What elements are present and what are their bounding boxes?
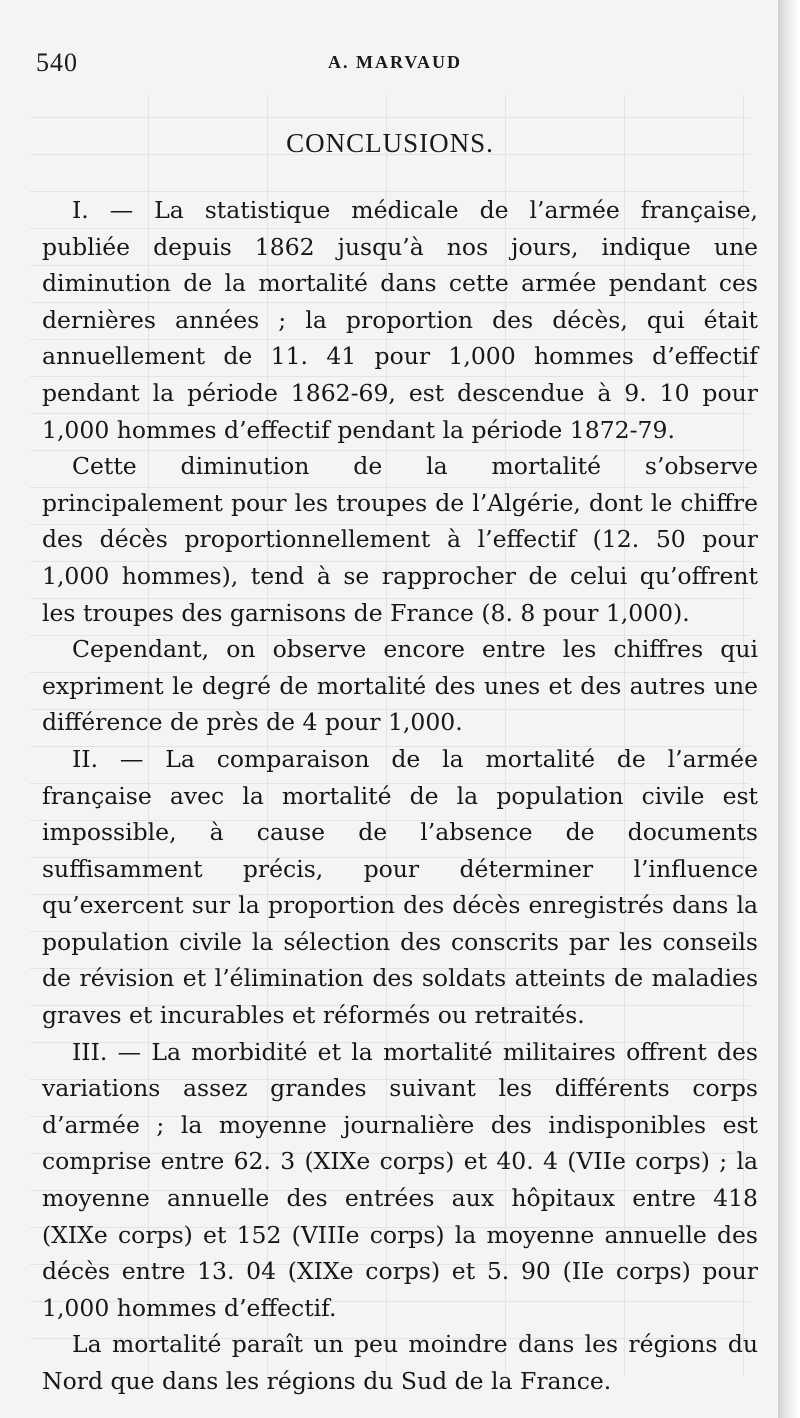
running-head: A. MARVAUD — [328, 52, 463, 72]
page-number: 540 — [36, 48, 78, 77]
paragraph-5: III. — La morbidité et la mortalité militaires offrent des variations assez grandes suivant les différents corps d’armée ; la moyenne journalière des indisponibles est comprise entre 62. 3 (XIXe corps) et 40. 4 (VIIe corps) ; la moyenne annuelle des entrées aux hôpitaux entre 418 (XIXe corps) et 152 (VIIIe corps) la moyenne annuelle des décès entre 13. 04 (XIXe corps) et 5. 90 (IIe corps) pour 1,000 hommes d’effectif. — [42, 1037, 758, 1322]
section-title: CONCLUSIONS. — [286, 128, 494, 158]
paragraph-4: II. — La comparaison de la mortalité de l’armée française avec la mortalité de la population civile est impossible, à cause de l’absence de documents suffisamment précis, pour déterminer l’influence qu’exercent sur la proportion des décès enregistrés dans la population civile la sélection des conscrits par les conseils de révision et l’élimination des soldats atteints de maladies graves et incurables et réformés ou retraités. — [42, 744, 758, 1030]
paragraph-2: Cette diminution de la mortalité s’observe principalement pour les troupes de l’Algérie, dont le chiffre des décès proportionnellement à l’effectif (12. 50 pour 1,000 hommes), tend à se rapprocher de celui qu’offrent les troupes des garnisons de France (8. 8 pour 1,000). — [42, 452, 758, 627]
paragraph-6: La mortalité paraît un peu moindre dans les régions du Nord que dans les régions du Sud de la France. — [42, 1330, 758, 1395]
body-text — [42, 192, 758, 1400]
paragraph-3: Cependant, on observe encore entre les chiffres qui expriment le degré de mortalité des unes et des autres une différence de près de 4 pour 1,000. — [42, 635, 758, 737]
page-edge-shadow — [778, 0, 800, 1418]
page-header — [36, 44, 756, 84]
paragraph-1: I. — La statistique médicale de l’armée française, publiée depuis 1862 jusqu’à nos jours, indique une diminution de la mortalité dans cette armée pendant ces dernières années ; la proportion des décès, qui était annuellement de 11. 41 pour 1,000 hommes d’effectif pendant la période 1862-69, est descendue à 9. 10 pour 1,000 hommes d’effectif pendant la période 1872-79. — [42, 196, 758, 444]
